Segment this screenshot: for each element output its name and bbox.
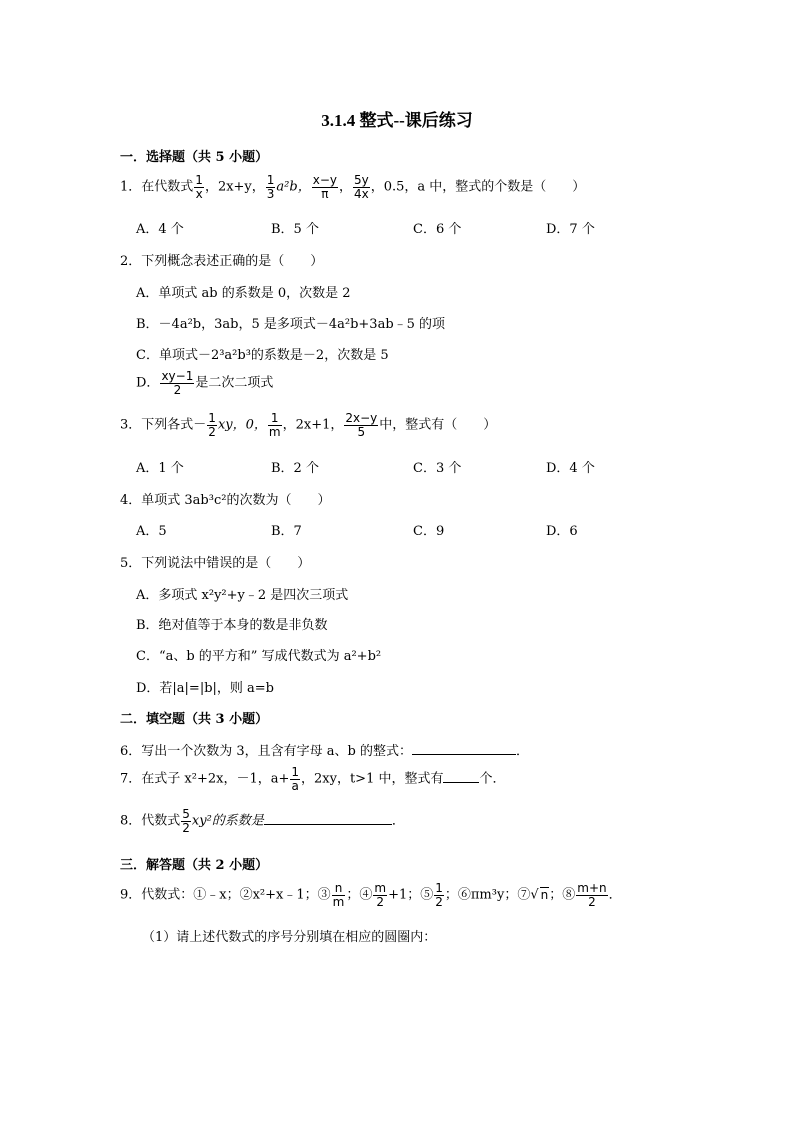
q1-text-3: a²b， (276, 179, 311, 195)
q3-fraction-2: $\frac{1}{m}$ (268, 411, 281, 439)
q1-prefix: 在代数式 (141, 179, 194, 195)
q1-option-a[interactable]: A．4 个 (136, 222, 184, 237)
question-8 (120, 808, 405, 834)
page-title: 3.1.4 整式--课后练习 (321, 111, 473, 130)
q3-fraction-3: $\frac{2x-y}{5}$ (345, 411, 378, 439)
question-2: 2．下列概念表述正确的是（ ） (120, 254, 324, 269)
q2-d-label: D． (136, 375, 160, 391)
q2-option-d[interactable] (136, 370, 273, 396)
q3-option-c[interactable]: C．3 个 (413, 461, 462, 476)
q9-fraction-4: $\frac{m+n}{2}$ (577, 881, 607, 909)
section-heading-choice: 一．选择题（共 5 小题） (120, 150, 269, 165)
q1-option-b[interactable]: B．5 个 (271, 222, 319, 237)
question-6 (120, 740, 529, 759)
q2-d-fraction: $\frac{xy-1}{2}$ (161, 369, 194, 397)
q3-option-d[interactable]: D．4 个 (546, 461, 595, 476)
q1-fraction-2: $\frac{1}{3}$ (266, 173, 275, 201)
section-heading-fill: 二．填空题（共 3 小题） (120, 712, 269, 727)
q7-prefix: 7．在式子 x²+2x，－1，a+ (120, 771, 290, 787)
q4-option-c[interactable]: C．9 (413, 524, 445, 539)
q2-option-b[interactable]: B．－4a²b，3ab，5 是多项式－4a²b+3ab﹣5 的项 (136, 317, 446, 332)
q3-option-a[interactable]: A．1 个 (136, 461, 184, 476)
q9-sqrt-content: n (540, 887, 549, 902)
q4-option-a[interactable]: A．5 (136, 524, 167, 539)
question-1 (120, 174, 585, 200)
q4-option-b[interactable]: B．7 (271, 524, 302, 539)
q1-number: 1． (120, 179, 142, 195)
q2-d-text: 是二次二项式 (195, 375, 274, 391)
sqrt-icon: √ (530, 887, 539, 903)
question-7 (120, 766, 505, 792)
q7-answer-blank[interactable] (443, 770, 479, 783)
q2-option-a[interactable]: A．单项式 ab 的系数是 0，次数是 2 (136, 286, 351, 301)
q1-option-c[interactable]: C．6 个 (413, 222, 462, 237)
q1-text-5: ，0.5，a 中，整式的个数是（ ） (370, 179, 586, 195)
q8-end: ． (391, 813, 405, 829)
q1-fraction-1: $\frac{1}{x}$ (195, 173, 203, 201)
q5-option-c[interactable]: C．“a、b 的平方和” 写成代数式为 a²+b² (136, 649, 382, 664)
q9-text-1: ；④ (346, 887, 373, 903)
q8-prefix: 8．代数式 (120, 813, 181, 829)
q1-text-4: ， (338, 179, 352, 195)
q1-option-d[interactable]: D．7 个 (546, 222, 595, 237)
q8-text: xy²的系数是 (191, 813, 264, 829)
q9-text-4: ；⑧ (549, 887, 576, 903)
question-3 (120, 412, 496, 438)
question-5: 5．下列说法中错误的是（ ） (120, 556, 311, 571)
q7-fraction: $\frac{1}{a}$ (291, 765, 299, 793)
q9-subquestion-1: （1）请上述代数式的序号分别填在相应的圆圈内： (142, 930, 437, 945)
q9-fraction-1: $\frac{n}{m}$ (332, 881, 345, 909)
q2-option-c[interactable]: C．单项式－2³a²b³的系数是－2，次数是 5 (136, 348, 389, 363)
q1-fraction-3: $\frac{x-y}{\pi}$ (312, 173, 337, 201)
q9-end: ． (608, 887, 622, 903)
q5-option-d[interactable]: D．若|a|=|b|，则 a=b (136, 681, 275, 696)
q3-fraction-1: $\frac{1}{2}$ (208, 411, 216, 439)
q3-text-1: xy，0， (217, 417, 267, 433)
q7-end: 个． (479, 771, 506, 787)
q1-fraction-4: $\frac{5y}{4x}$ (354, 173, 369, 201)
question-9 (120, 882, 622, 908)
q3-option-b[interactable]: B．2 个 (271, 461, 319, 476)
q3-text-3: 中，整式有（ ） (379, 417, 497, 433)
q5-option-a[interactable]: A．多项式 x²y²+y﹣2 是四次三项式 (136, 588, 349, 603)
question-4: 4．单项式 3ab³c²的次数为（ ） (120, 493, 331, 508)
q9-fraction-3: $\frac{1}{2}$ (435, 881, 443, 909)
q7-text: ，2xy，t>1 中，整式有 (301, 771, 444, 787)
q6-answer-blank[interactable] (412, 742, 516, 755)
q3-prefix: 下列各式－ (141, 417, 207, 433)
q4-option-d[interactable]: D．6 (546, 524, 578, 539)
q6-end: ． (516, 744, 530, 759)
q8-answer-blank[interactable] (264, 812, 392, 825)
q6-text: 6．写出一个次数为 3，且含有字母 a、b 的整式： (120, 744, 413, 759)
q5-option-b[interactable]: B．绝对值等于本身的数是非负数 (136, 618, 328, 633)
q3-text-2: ，2x+1， (282, 417, 344, 433)
q9-text-3: ；⑥πm³y；⑦ (444, 887, 531, 903)
q1-text-2: ，2x+y， (204, 179, 265, 195)
q9-prefix: 9．代数式：①﹣x；②x²+x﹣1；③ (120, 887, 331, 903)
q3-number: 3． (120, 417, 142, 433)
q9-fraction-2: $\frac{m}{2}$ (374, 881, 387, 909)
section-heading-solve: 三．解答题（共 2 小题） (120, 858, 269, 873)
q8-fraction: $\frac{5}{2}$ (182, 807, 190, 835)
q9-text-2: +1；⑤ (388, 887, 434, 903)
